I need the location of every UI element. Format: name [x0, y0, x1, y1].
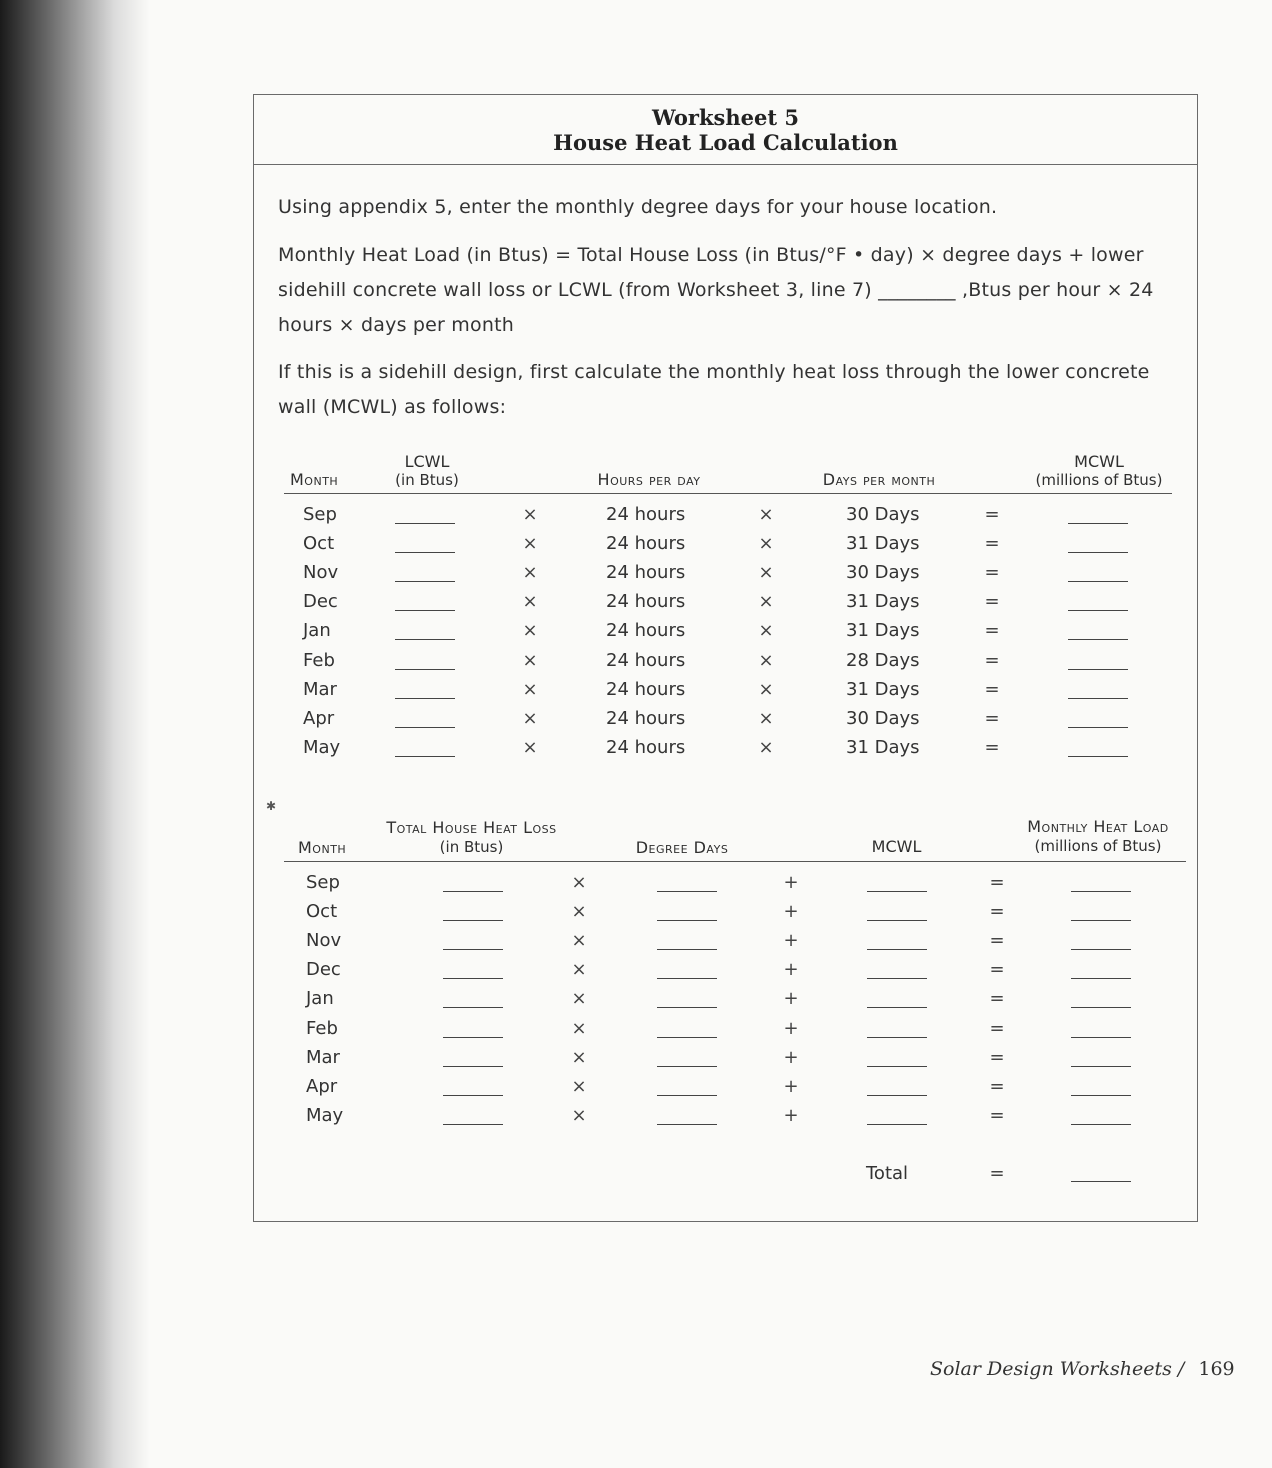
t1-times-icon: ×: [758, 649, 774, 671]
t1-month: Apr: [303, 707, 335, 729]
t1-hours: 24 hours: [606, 504, 686, 525]
t1-days: 30 Days: [846, 707, 920, 729]
t1-days: 30 Days: [846, 504, 920, 525]
t2-times-icon: ×: [571, 1104, 587, 1126]
t2-mhl-blank: [1071, 978, 1131, 979]
t2-degree-days-blank: [657, 920, 717, 921]
t2-mcwl-blank: [867, 891, 927, 892]
t1-mcwl-blank: [1068, 756, 1128, 757]
t1-hours: 24 hours: [606, 736, 686, 758]
t2-equals-icon: =: [989, 988, 1005, 1010]
page-number: 169: [1198, 1358, 1235, 1380]
t2-month: May: [306, 1104, 344, 1126]
t2-equals-icon: =: [989, 1046, 1005, 1068]
t1-month: Oct: [303, 533, 335, 555]
t1-header-month: Month: [290, 470, 339, 489]
t1-lcwl-blank: [395, 581, 455, 582]
t1-month: Sep: [303, 504, 337, 525]
t1-times-icon: ×: [758, 678, 774, 700]
t1-month: Dec: [303, 591, 338, 613]
t2-degree-days-blank: [657, 1124, 717, 1125]
t1-times-icon: ×: [522, 649, 538, 671]
t2-thhl-blank: [443, 949, 503, 950]
t2-thhl-blank: [443, 1066, 503, 1067]
t2-mhl-blank: [1071, 1007, 1131, 1008]
t1-mcwl-blank: [1068, 639, 1128, 640]
t1-hours: 24 hours: [606, 649, 686, 671]
t1-header-mcwl: MCWL: [1074, 452, 1124, 471]
t1-times-icon: ×: [522, 620, 538, 642]
t1-equals-icon: =: [984, 678, 1000, 700]
t1-lcwl-blank: [395, 610, 455, 611]
t1-times-icon: ×: [522, 591, 538, 613]
t1-times-icon: ×: [522, 736, 538, 758]
t1-times-icon: ×: [758, 562, 774, 584]
t2-month: Nov: [306, 930, 342, 952]
t2-times-icon: ×: [571, 1017, 587, 1039]
t1-times-icon: ×: [758, 533, 774, 555]
t2-month: Apr: [306, 1075, 338, 1097]
t2-mhl-blank: [1071, 1095, 1131, 1096]
t2-thhl-blank: [443, 1124, 503, 1125]
t2-times-icon: ×: [571, 1075, 587, 1097]
t1-header-mcwl-unit: (millions of Btus): [1035, 471, 1163, 489]
t2-times-icon: ×: [571, 959, 587, 981]
t1-mcwl-blank: [1068, 523, 1128, 524]
t2-header-thhl: Total House Heat Loss: [386, 818, 557, 837]
t2-times-icon: ×: [571, 901, 587, 923]
t2-header-thhl-unit: (in Btus): [439, 838, 504, 856]
t2-times-icon: ×: [571, 930, 587, 952]
t1-times-icon: ×: [758, 620, 774, 642]
t1-month: Feb: [303, 649, 335, 671]
t2-mcwl-blank: [867, 978, 927, 979]
t2-thhl-blank: [443, 978, 503, 979]
t1-header-lcwl: LCWL: [404, 452, 450, 471]
worksheet-frame: [253, 94, 1198, 1222]
t1-equals-icon: =: [984, 533, 1000, 555]
t2-header-month: Month: [298, 838, 347, 857]
t2-mcwl-blank: [867, 949, 927, 950]
t1-mcwl-blank: [1068, 698, 1128, 699]
t1-days: 31 Days: [846, 620, 920, 642]
t2-header-rule: [284, 861, 1186, 862]
t1-lcwl-blank: [395, 756, 455, 757]
t2-mhl-blank: [1071, 1124, 1131, 1125]
t2-equals-icon: =: [989, 1075, 1005, 1097]
t2-month: Sep: [306, 872, 340, 893]
t2-mhl-blank: [1071, 949, 1131, 950]
formula-paragraph: Monthly Heat Load (in Btus) = Total House Loss (in Btus/°F • day) × degree days + lower sidehill concrete wall loss or LCWL (from Worksheet 3, line 7) ________ ,Btus per hour × 24 hours × days per month: [278, 244, 1154, 336]
t2-month: Feb: [306, 1017, 338, 1039]
intro-paragraph: Using appendix 5, enter the monthly degree days for your house location.: [278, 196, 998, 218]
t2-equals-icon: =: [989, 901, 1005, 923]
t2-month: Dec: [306, 959, 341, 981]
t2-times-icon: ×: [571, 988, 587, 1010]
t1-month: Jan: [303, 620, 331, 642]
t2-thhl-blank: [443, 1095, 503, 1096]
t2-mcwl-blank: [867, 1037, 927, 1038]
t1-mcwl-blank: [1068, 610, 1128, 611]
t2-degree-days-blank: [657, 891, 717, 892]
t1-mcwl-blank: [1068, 727, 1128, 728]
t2-equals-icon: =: [989, 1104, 1005, 1126]
t1-days: 28 Days: [846, 649, 920, 671]
t1-lcwl-blank: [395, 552, 455, 553]
t1-equals-icon: =: [984, 707, 1000, 729]
t2-plus-icon: +: [783, 1104, 799, 1126]
t2-plus-icon: +: [783, 988, 799, 1010]
t2-month: Oct: [306, 901, 338, 923]
sidehill-paragraph: If this is a sidehill design, first calculate the monthly heat loss through the lower concrete wall (MCWL) as follows:: [278, 361, 1150, 418]
t2-mhl-blank: [1071, 1037, 1131, 1038]
t2-degree-days-blank: [657, 1066, 717, 1067]
t1-month: Mar: [303, 678, 337, 700]
total-label: Total: [866, 1163, 909, 1184]
t2-header-mcwl: MCWL: [871, 837, 922, 856]
t1-times-icon: ×: [758, 504, 774, 525]
t2-thhl-blank: [443, 920, 503, 921]
worksheet-heading: House Heat Load Calculation: [553, 130, 898, 155]
t1-hours: 24 hours: [606, 533, 686, 555]
t1-times-icon: ×: [522, 504, 538, 525]
t2-mcwl-blank: [867, 1124, 927, 1125]
t2-plus-icon: +: [783, 872, 799, 893]
t2-header-degree-days: Degree Days: [635, 838, 729, 857]
t1-mcwl-blank: [1068, 581, 1128, 582]
t2-thhl-blank: [443, 1037, 503, 1038]
t1-equals-icon: =: [984, 591, 1000, 613]
t1-times-icon: ×: [522, 707, 538, 729]
t2-plus-icon: +: [783, 959, 799, 981]
t2-mcwl-blank: [867, 920, 927, 921]
t1-header-lcwl-unit: (in Btus): [395, 471, 459, 489]
footer-book-title: Solar Design Worksheets /: [930, 1358, 1185, 1380]
t2-mcwl-blank: [867, 1007, 927, 1008]
t1-lcwl-blank: [395, 698, 455, 699]
t1-times-icon: ×: [758, 591, 774, 613]
t2-thhl-blank: [443, 1007, 503, 1008]
t2-month: Mar: [306, 1046, 340, 1068]
t1-hours: 24 hours: [606, 562, 686, 584]
t2-mhl-blank: [1071, 891, 1131, 892]
t2-times-icon: ×: [571, 1046, 587, 1068]
t2-equals-icon: =: [989, 872, 1005, 893]
t1-month: May: [303, 736, 341, 758]
t2-mhl-blank: [1071, 1066, 1131, 1067]
t1-equals-icon: =: [984, 620, 1000, 642]
t1-hours: 24 hours: [606, 620, 686, 642]
t1-hours: 24 hours: [606, 591, 686, 613]
t2-equals-icon: =: [989, 930, 1005, 952]
t2-times-icon: ×: [571, 872, 587, 893]
t2-plus-icon: +: [783, 1017, 799, 1039]
t1-days: 31 Days: [846, 678, 920, 700]
book-binding-shadow: [0, 0, 150, 1468]
t1-days: 31 Days: [846, 533, 920, 555]
t1-hours: 24 hours: [606, 678, 686, 700]
t1-times-icon: ×: [522, 678, 538, 700]
margin-mark: ✱: [266, 799, 277, 813]
t1-days: 31 Days: [846, 736, 920, 758]
t1-lcwl-blank: [395, 669, 455, 670]
total-equals: =: [989, 1163, 1005, 1184]
t1-days: 30 Days: [846, 562, 920, 584]
t1-header-hours: Hours per day: [597, 470, 701, 489]
t2-header-mhl-unit: (millions of Btus): [1034, 837, 1162, 855]
t2-degree-days-blank: [657, 1007, 717, 1008]
t2-mcwl-blank: [867, 1066, 927, 1067]
t2-degree-days-blank: [657, 949, 717, 950]
t2-degree-days-blank: [657, 1037, 717, 1038]
t1-hours: 24 hours: [606, 707, 686, 729]
t2-mhl-blank: [1071, 920, 1131, 921]
t2-plus-icon: +: [783, 901, 799, 923]
page-footer: [930, 1358, 1235, 1380]
worksheet-title: [254, 95, 1197, 165]
worksheet-number: Worksheet 5: [652, 105, 799, 130]
t1-header-rule: [284, 493, 1172, 494]
t1-times-icon: ×: [522, 562, 538, 584]
t1-times-icon: ×: [758, 707, 774, 729]
t2-plus-icon: +: [783, 930, 799, 952]
t1-mcwl-blank: [1068, 552, 1128, 553]
t2-degree-days-blank: [657, 1095, 717, 1096]
t1-month: Nov: [303, 562, 339, 584]
t1-lcwl-blank: [395, 727, 455, 728]
t2-equals-icon: =: [989, 1017, 1005, 1039]
t1-lcwl-blank: [395, 523, 455, 524]
t2-header-mhl: Monthly Heat Load: [1027, 817, 1169, 836]
t1-equals-icon: =: [984, 504, 1000, 525]
t1-mcwl-blank: [1068, 669, 1128, 670]
t1-times-icon: ×: [758, 736, 774, 758]
t1-lcwl-blank: [395, 639, 455, 640]
t2-thhl-blank: [443, 891, 503, 892]
t1-equals-icon: =: [984, 649, 1000, 671]
t2-plus-icon: +: [783, 1046, 799, 1068]
t2-degree-days-blank: [657, 978, 717, 979]
t1-equals-icon: =: [984, 562, 1000, 584]
t1-days: 31 Days: [846, 591, 920, 613]
t1-equals-icon: =: [984, 736, 1000, 758]
t2-equals-icon: =: [989, 959, 1005, 981]
t1-header-days: Days per month: [822, 470, 936, 489]
t1-times-icon: ×: [522, 533, 538, 555]
t2-mcwl-blank: [867, 1095, 927, 1096]
t2-plus-icon: +: [783, 1075, 799, 1097]
total-blank: [1071, 1181, 1131, 1182]
t2-month: Jan: [306, 988, 334, 1010]
